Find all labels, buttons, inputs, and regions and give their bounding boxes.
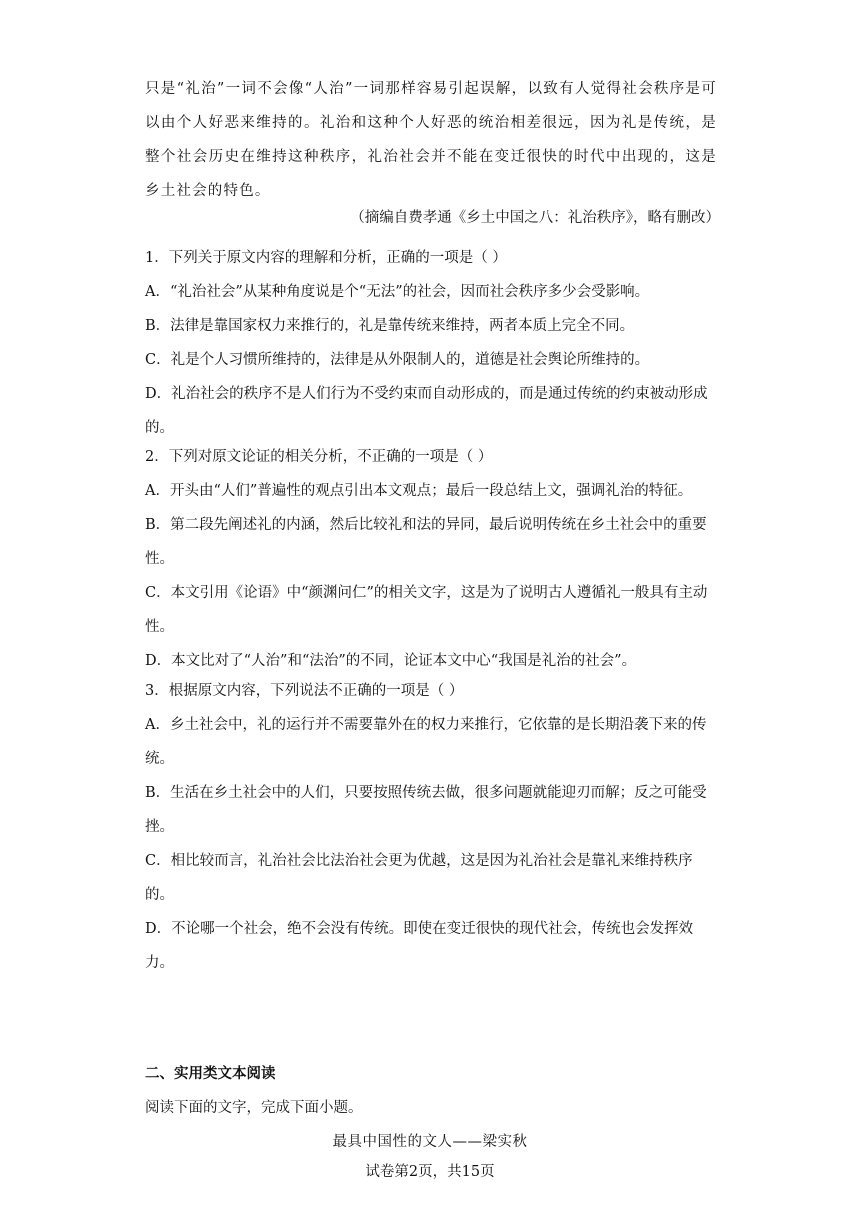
option-a: A．乡土社会中，礼的运行并不需要靠外在的权力来推行，它依靠的是长期沿袭下来的传统。 [145,717,707,767]
option-c: C．礼是个人习惯所维持的，法律是从外限制人的，道德是社会舆论所维持的。 [145,352,650,368]
option-b: B．法律是靠国家权力来推行的，礼是靠传统来维持，两者本质上完全不同。 [145,318,635,334]
option-a: A．“礼治社会”从某种角度说是个“无法”的社会，因而社会秩序多少会受影响。 [145,284,650,300]
question-2 [145,440,717,678]
option-b: B．生活在乡土社会中的人们，只要按照传统去做，很多问题就能迎刃而解；反之可能受挫。 [145,785,707,835]
passage-source-citation: （摘编自费孝通《乡土中国之八：礼治秩序》，略有删改） [350,210,720,226]
section-instruction: 阅读下面的文字，完成下面小题。 [145,1100,363,1116]
question-stem: 3．根据原文内容，下列说法不正确的一项是（ ） [145,683,464,699]
question-stem: 1．下列关于原文内容的理解和分析，正确的一项是（ ） [145,250,507,266]
option-d: D．礼治社会的秩序不是人们行为不受约束而自动形成的，而是通过传统的约束被动形成的。 [145,386,708,436]
option-d: D．本文比对了“人治”和“法治”的不同，论证本文中心“我国是礼治的社会”。 [145,653,637,669]
page-footer: 试卷第2页，共15页 [365,1164,495,1180]
option-d: D．不论哪一个社会，绝不会没有传统。即使在变迁很快的现代社会，传统也会发挥效力。 [145,921,694,971]
question-stem: 2．下列对原文论证的相关分析，不正确的一项是（ ） [145,449,493,465]
option-c: C．本文引用《论语》中“颜渊问仁”的相关文字，这是为了说明古人遵循礼一般具有主动性。 [145,585,708,635]
question-1 [145,241,717,445]
question-3 [145,674,717,980]
section-heading: 二、实用类文本阅读 [145,1065,276,1082]
option-b: B．第二段先阐述礼的内涵，然后比较礼和法的异同，最后说明传统在乡土社会中的重要性。 [145,517,707,567]
article-title: 最具中国性的文人——梁实秋 [332,1134,528,1150]
option-c: C．相比较而言，礼治社会比法治社会更为优越，这是因为礼治社会是靠礼来维持秩序的。 [145,853,693,903]
option-a: A．开头由“人们”普遍性的观点引出本文观点；最后一段总结上文，强调礼治的特征。 [145,483,693,499]
passage-paragraph: 只是“礼治”一词不会像“人治”一词那样容易引起误解，以致有人觉得社会秩序是可以由个人好恶来维持的。礼治和这种个人好恶的统治相差很远，因为礼是传统，是整个社会历史在维持这种秩序，礼治社会并不能在变迁很快的时代中出现的，这是乡土社会的特色。 [145,81,717,199]
